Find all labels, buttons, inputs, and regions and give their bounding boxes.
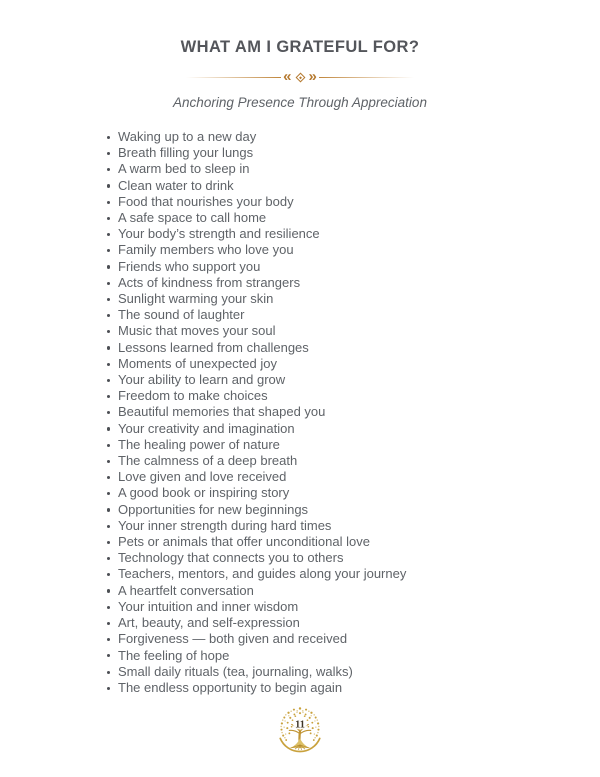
list-item: The feeling of hope — [105, 648, 560, 664]
list-item: Your creativity and imagination — [105, 421, 560, 437]
list-item: Your ability to learn and grow — [105, 372, 560, 388]
list-item: A safe space to call home — [105, 210, 560, 226]
list-item: Forgiveness — both given and received — [105, 631, 560, 647]
section-divider — [186, 70, 414, 84]
list-item: A good book or inspiring story — [105, 485, 560, 501]
tree-of-life-icon — [272, 703, 328, 756]
list-item: A warm bed to sleep in — [105, 161, 560, 177]
chevron-left-ornament-icon: « — [283, 68, 292, 85]
list-item: Opportunities for new beginnings — [105, 502, 560, 518]
list-item: Moments of unexpected joy — [105, 356, 560, 372]
diamond-ornament-icon — [295, 72, 305, 82]
list-item: Freedom to make choices — [105, 388, 560, 404]
list-item: Pets or animals that offer unconditional love — [105, 534, 560, 550]
list-item: The healing power of nature — [105, 437, 560, 453]
list-item: Teachers, mentors, and guides along your journey — [105, 566, 560, 582]
list-item: Food that nourishes your body — [105, 194, 560, 210]
list-item: Technology that connects you to others — [105, 550, 560, 566]
list-item: Small daily rituals (tea, journaling, walks) — [105, 664, 560, 680]
list-item: A heartfelt conversation — [105, 583, 560, 599]
divider-line-right — [319, 77, 414, 78]
list-item: Sunlight warming your skin — [105, 291, 560, 307]
list-item: Music that moves your soul — [105, 323, 560, 339]
list-item: Your body’s strength and resilience — [105, 226, 560, 242]
list-item: Your intuition and inner wisdom — [105, 599, 560, 615]
list-item: The endless opportunity to begin again — [105, 680, 560, 696]
list-item: Waking up to a new day — [105, 129, 560, 145]
page-number-badge — [0, 703, 600, 756]
list-item: Lessons learned from challenges — [105, 340, 560, 356]
list-item: Acts of kindness from strangers — [105, 275, 560, 291]
chevron-right-ornament-icon: » — [308, 68, 317, 85]
list-item: Friends who support you — [105, 259, 560, 275]
list-item: The sound of laughter — [105, 307, 560, 323]
gratitude-list — [105, 129, 560, 696]
page-number: 11 — [295, 719, 305, 731]
divider-line-left — [186, 77, 281, 78]
page-title: WHAT AM I GRATEFUL FOR? — [180, 38, 420, 56]
list-item: Art, beauty, and self-expression — [105, 615, 560, 631]
list-item: The calmness of a deep breath — [105, 453, 560, 469]
page-subtitle: Anchoring Presence Through Appreciation — [173, 95, 427, 110]
list-item: Clean water to drink — [105, 178, 560, 194]
list-item: Breath filling your lungs — [105, 145, 560, 161]
list-item: Family members who love you — [105, 242, 560, 258]
list-item: Love given and love received — [105, 469, 560, 485]
list-item: Your inner strength during hard times — [105, 518, 560, 534]
list-item: Beautiful memories that shaped you — [105, 404, 560, 420]
